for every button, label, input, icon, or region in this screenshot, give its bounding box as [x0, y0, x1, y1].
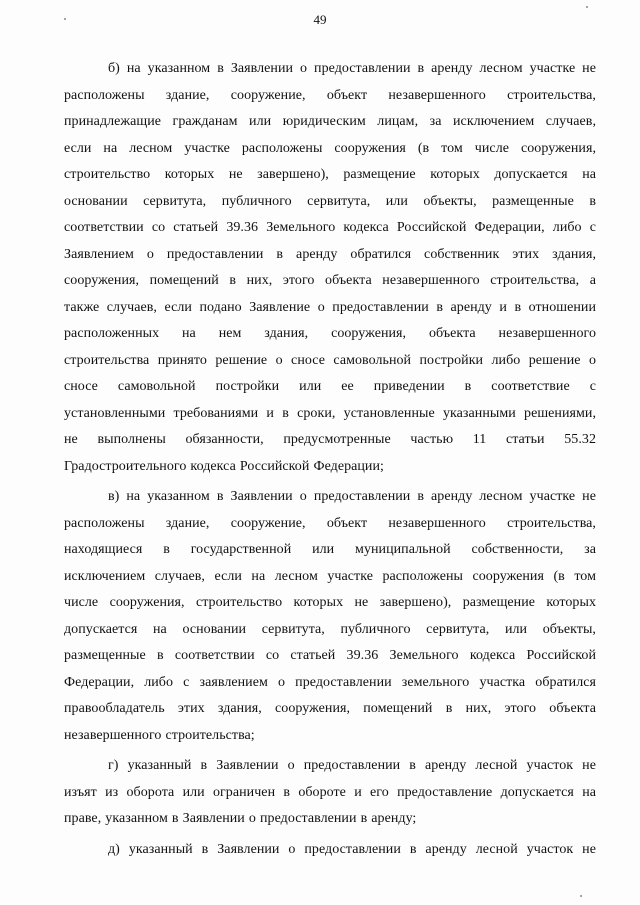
paragraph-line: не выполнены обязанности, предусмотренные частью 11 статьи 55.32	[64, 432, 596, 447]
paragraph-line: допускается на основании сервитута, публичного сервитута, или объекты,	[64, 621, 596, 637]
paragraph-line: расположены здание, сооружение, объект незавершенного строительства,	[64, 87, 596, 103]
paragraph-line: изъят из оборота или ограничен в обороте и его предоставление допускается на	[64, 784, 596, 800]
paragraph-line: г) указанный в Заявлении о предоставлении в аренду лесной участок не	[108, 758, 596, 773]
paragraph-line: сносе самовольной постройки или ее приведении в соответствие с	[64, 379, 596, 394]
paragraph-line: Градостроительного кодекса Российской Федерации;	[64, 458, 384, 474]
paragraph-line: Федерации, либо с заявлением о предоставлении земельного участка обратился	[64, 674, 596, 690]
paragraph-v	[64, 484, 596, 749]
paragraph-line: установленными требованиями и в сроки, установленные указанными решениями,	[64, 405, 596, 421]
paragraph-g	[64, 753, 596, 833]
paragraph-line: строительство которых не завершено), размещение которых допускается на	[64, 167, 596, 182]
document-body	[64, 56, 596, 863]
scan-speck	[580, 895, 582, 897]
paragraph-line: основании сервитута, публичного сервитута, или объекты, размещенные в	[64, 193, 596, 209]
paragraph-line: в) на указанном в Заявлении о предоставлении в аренду лесном участке не	[108, 489, 596, 504]
paragraph-b	[64, 56, 596, 480]
paragraph-d	[64, 837, 596, 864]
paragraph-line: расположены здание, сооружение, объект незавершенного строительства,	[64, 515, 596, 531]
paragraph-line: соответствии со статьей 39.36 Земельного кодекса Российской Федерации, либо с	[64, 220, 596, 235]
paragraph-line: исключением случаев, если на лесном участке расположены сооружения (в том	[64, 568, 596, 584]
paragraph-line: строительства принято решение о сносе самовольной постройки либо решение о	[64, 352, 596, 368]
paragraph-line: д) указанный в Заявлении о предоставлении в аренду лесной участок не	[108, 841, 596, 857]
paragraph-line: б) на указанном в Заявлении о предоставлении в аренду лесном участке не	[108, 61, 596, 76]
paragraph-line: праве, указанном в Заявлении о предоставлении в аренду;	[64, 811, 417, 826]
paragraph-line: сооружения, помещений в них, этого объекта незавершенного строительства, а	[64, 273, 596, 288]
paragraph-line: числе сооружения, строительство которых не завершено), размещение которых	[64, 595, 596, 610]
paragraph-line: размещенные в соответствии со статьей 39.36 Земельного кодекса Российской	[64, 648, 596, 663]
paragraph-line: правообладатель этих здания, сооружения, помещений в них, этого объекта	[64, 701, 596, 716]
scan-speck	[586, 6, 588, 8]
paragraph-line: Заявлением о предоставлении в аренду обратился собственник этих здания,	[64, 246, 596, 262]
paragraph-line: также случаев, если подано Заявление о предоставлении в аренду и в отношении	[64, 299, 596, 315]
paragraph-line: находящиеся в государственной или муниципальной собственности, за	[64, 542, 596, 557]
paragraph-line: если на лесном участке расположены сооружения (в том числе сооружения,	[64, 140, 596, 156]
page-number: 49	[313, 12, 327, 27]
scan-speck	[64, 18, 66, 20]
paragraph-line: расположенных на нем здания, сооружения, объекта незавершенного	[64, 326, 596, 341]
paragraph-line: незавершенного строительства;	[64, 727, 255, 743]
paragraph-line: принадлежащие гражданам или юридическим лицам, за исключением случаев,	[64, 114, 596, 129]
